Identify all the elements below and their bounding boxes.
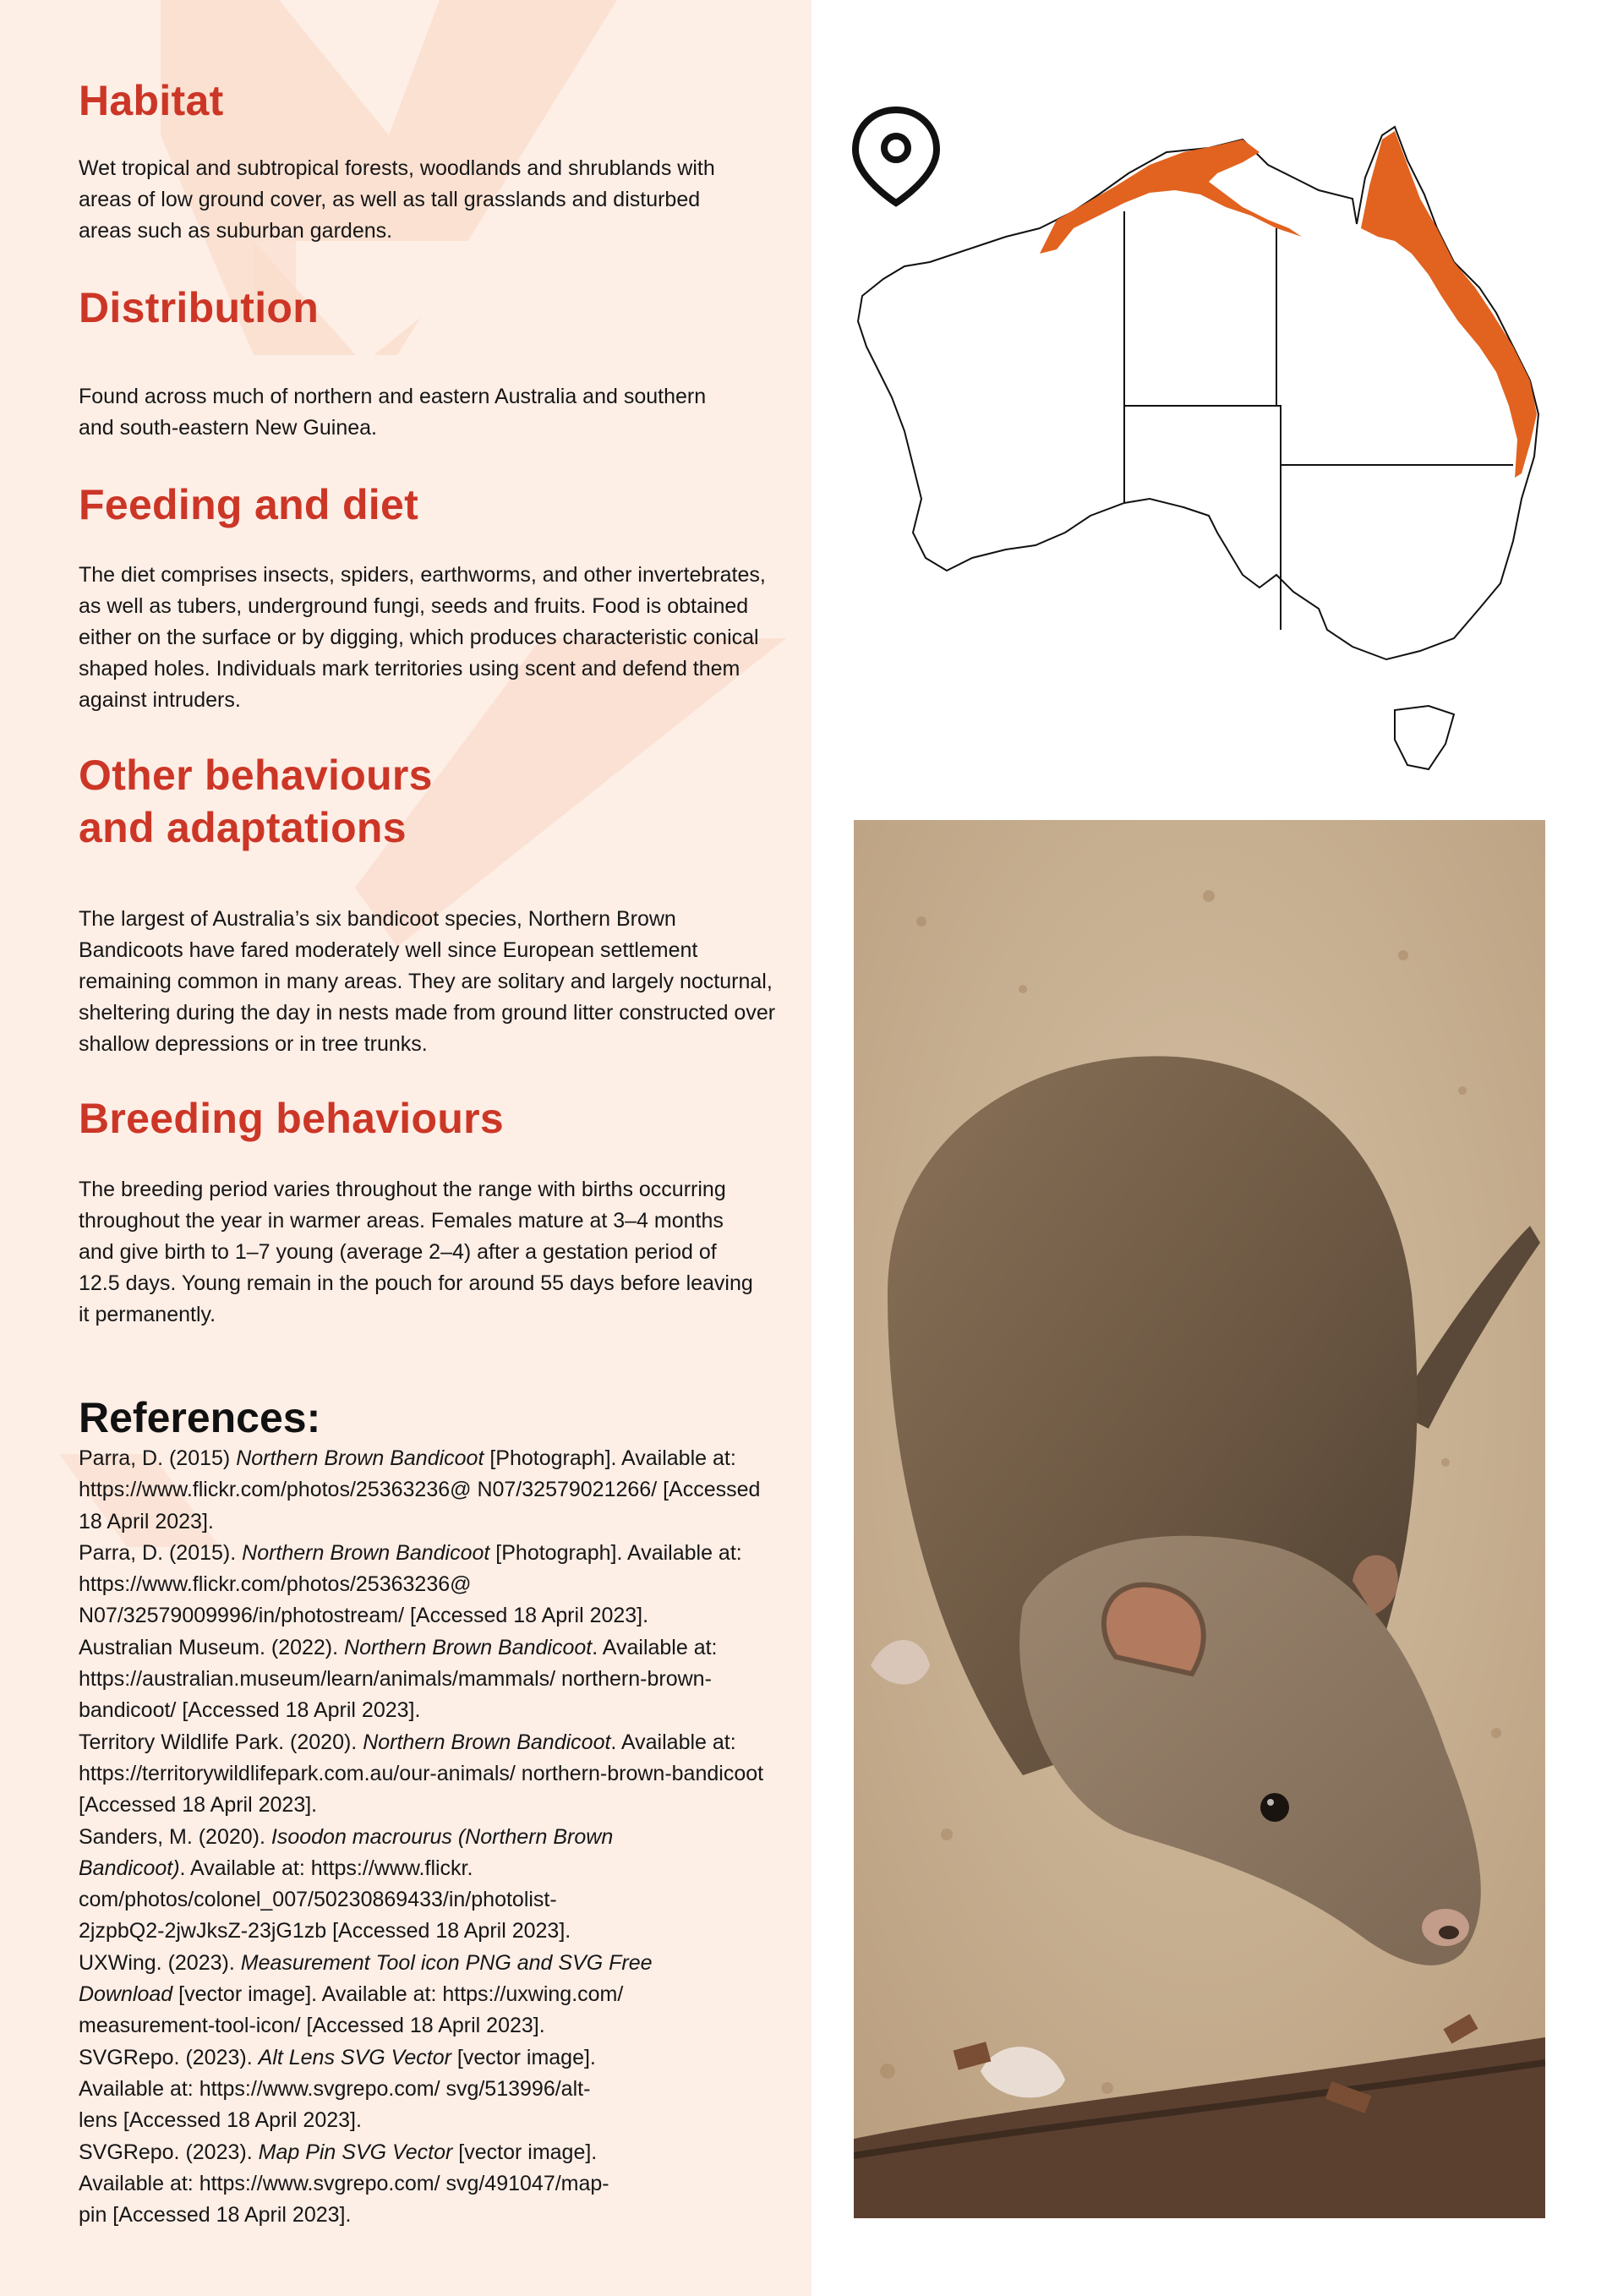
bandicoot-illustration [854, 820, 1545, 2218]
reference-item: SVGRepo. (2023). Map Pin SVG Vector [vector image]. Available at: https://www.svgrepo.com/ svg/491047/map-pin [Accessed 18 April 2023]. [79, 2140, 609, 2228]
reference-item: Sanders, M. (2020). Isoodon macrourus (Northern Brown Bandicoot). Available at: https://www.flickr. com/photos/colonel_007/50230869433/in/photolist-2jzpbQ2-2jwJksZ-23jG1zb [Accessed 18 April 2023]. [79, 1824, 614, 1943]
behaviours-heading-line2: and adaptations [79, 804, 407, 851]
australia-outline [858, 127, 1538, 659]
reference-item: SVGRepo. (2023). Alt Lens SVG Vector [vector image]. Available at: https://www.svgrepo.com/ svg/513996/alt-lens [Accessed 18 April 2023]. [79, 2045, 596, 2133]
reference-item: Parra, D. (2015) Northern Brown Bandicoot [Photograph]. Available at: https://www.flickr.com/photos/25363236@ N07/32579021266/ [Accessed 18 April 2023]. [79, 1446, 761, 1533]
australia-map [845, 101, 1564, 778]
habitat-text: Wet tropical and subtropical forests, woodlands and shrublands with areas of low ground cover, as well as tall grasslands and disturbed areas such as suburban gardens. [79, 156, 715, 243]
references-title: References: [79, 1394, 321, 1441]
reference-item: Australian Museum. (2022). Northern Brown Bandicoot. Available at: https://australian.museum/learn/animals/mammals/ northern-brown-bandicoot/ [Accessed 18 April 2023]. [79, 1635, 718, 1723]
references-list [79, 1443, 772, 2231]
breeding-text: The breeding period varies throughout the range with births occurring throughout the year in warmer areas. Females mature at 3–4 months and give birth to 1–7 young (average 2–4) after a gestation period of 12.5 days. Young remain in the pouch for around 55 days before leaving it permanently. [79, 1178, 753, 1326]
behaviours-text: The largest of Australia’s six bandicoot species, Northern Brown Bandicoots have fared moderately well since European settlement remaining common in many areas. They are solitary and largely nocturnal, sheltering during the day in nests made from ground litter constructed over shallow depressions or in tree trunks. [79, 907, 776, 1056]
reference-item: Parra, D. (2015). Northern Brown Bandicoot [Photograph]. Available at: https://www.flickr.com/photos/25363236@ N07/32579009996/in/photostream/ [Accessed 18 April 2023]. [79, 1540, 742, 1628]
map-pin-icon [855, 110, 937, 203]
behaviours-heading [79, 749, 433, 854]
distribution-text: Found across much of northern and eastern Australia and southern and south-eastern New Guinea. [79, 385, 707, 440]
distribution-heading: Distribution [79, 284, 320, 331]
behaviours-heading-line1: Other behaviours [79, 752, 433, 799]
reference-item: Territory Wildlife Park. (2020). Northern Brown Bandicoot. Available at: https://territorywildlifepark.com.au/our-animals/ northern-brown-bandicoot [Accessed 18 April 2023]. [79, 1730, 764, 1818]
reference-item: UXWing. (2023). Measurement Tool icon PNG and SVG Free Download [vector image]. Available at: https://uxwing.com/ measurement-tool-icon/ [Accessed 18 April 2023]. [79, 1950, 653, 2038]
habitat-heading: Habitat [79, 77, 224, 124]
tasmania-outline [1395, 706, 1454, 769]
breeding-heading: Breeding behaviours [79, 1095, 505, 1142]
distribution-map [845, 101, 1564, 778]
feeding-text: The diet comprises insects, spiders, earthworms, and other invertebrates, as well as tubers, underground fungi, seeds and fruits. Food is obtained either on the surface or by digging, which produces characteristic conical shaped holes. Individuals mark territories using scent and defend them against intruders. [79, 563, 766, 712]
feeding-heading: Feeding and diet [79, 481, 419, 528]
bandicoot-photo [854, 820, 1545, 2218]
